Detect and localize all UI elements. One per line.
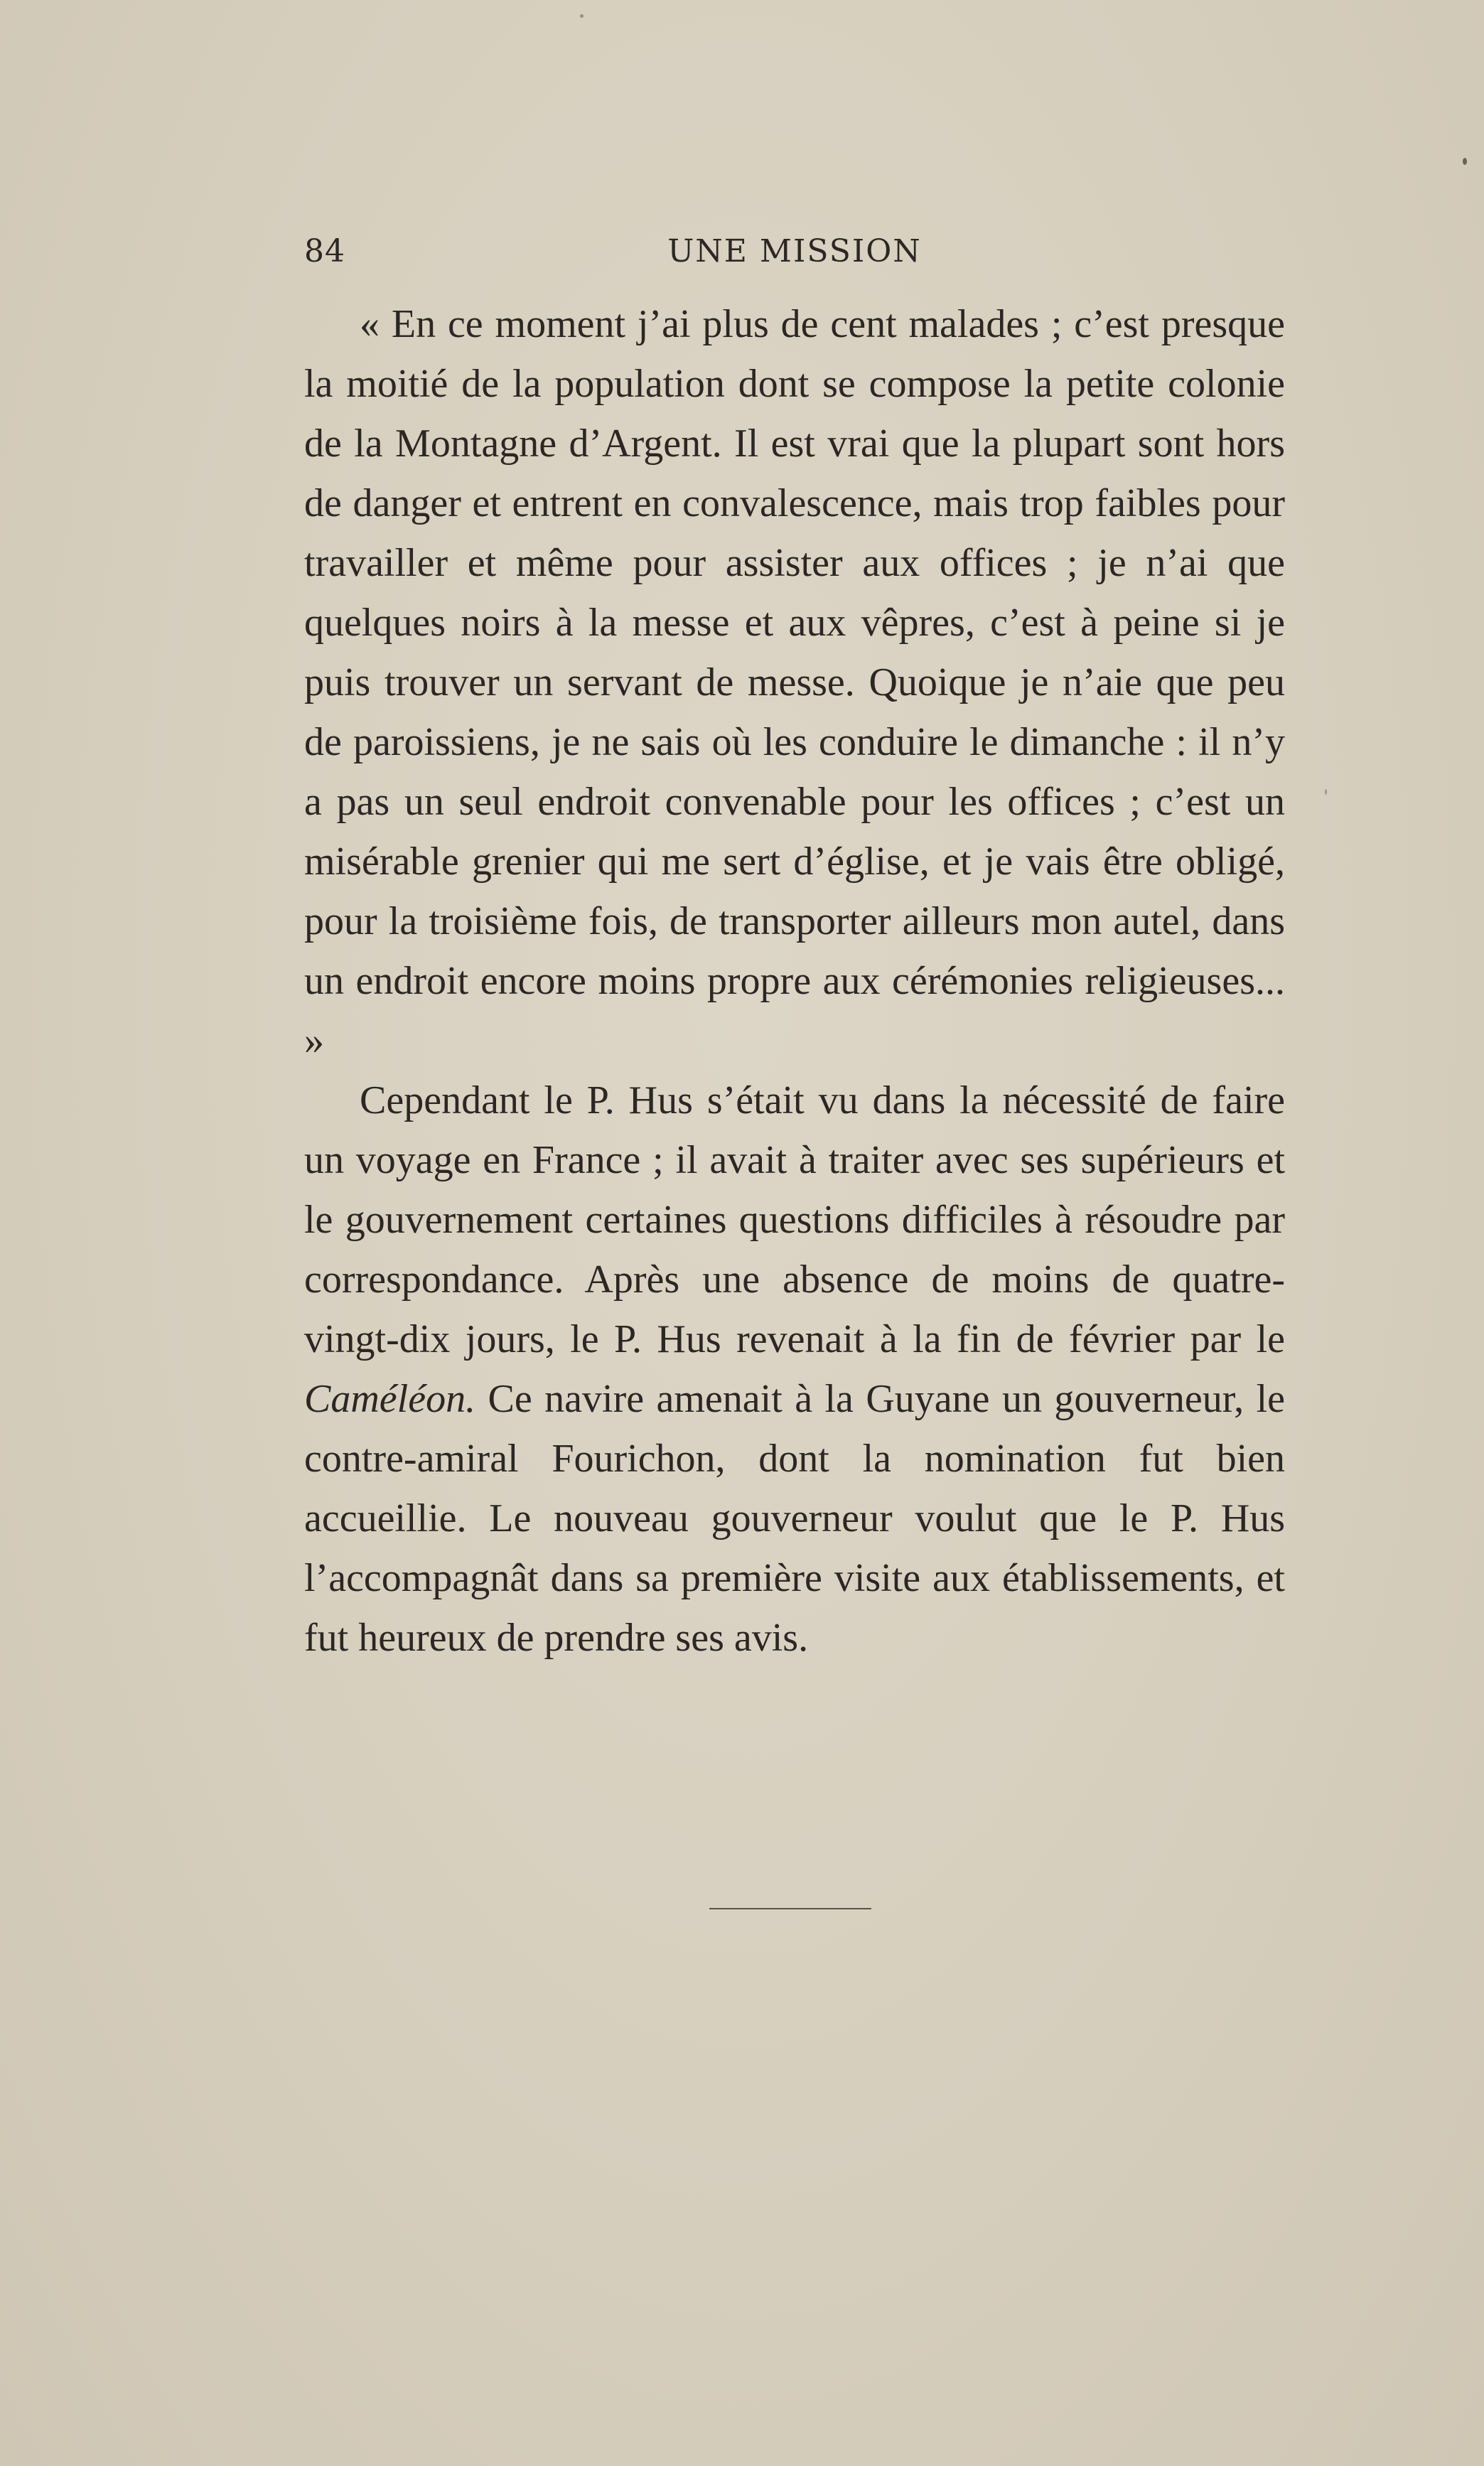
paper-speck [1325,789,1327,795]
paragraph-narrative [304,1071,1285,1668]
ship-name: Caméléon. [304,1377,476,1421]
body-text [304,294,1285,1668]
running-title: UNE MISSION [667,233,922,269]
section-end-rule [709,1908,871,1909]
paragraph-narrative-part-1: Cependant le P. Hus s’était vu dans la nécessité de faire un voyage en France ; il avait à traiter avec ses supérieurs et le gouvernement certaines questions difficiles à résoudre par correspondance. Après une absence de moins de quatre-vingt-dix jours, le P. Hus revenait à la fin de février par le [304,1078,1285,1361]
paper-speck [580,14,584,18]
running-head [304,233,1285,283]
paper-speck [1463,158,1467,165]
paragraph-letter-quote: « En ce moment j’ai plus de cent malades ; c’est presque la moitié de la population dont se compose la petite colonie de la Montagne d’Argent. Il est vrai que la plupart sont hors de danger et entrent en convalescence, mais trop faibles pour travailler et même pour assister aux offices ; je n’ai que quelques noirs à la messe et aux vêpres, c’est à peine si je puis trouver un servant de messe. Quoique je n’aie que peu de paroissiens, je ne sais où les conduire le dimanche : il n’y a pas un seul endroit convenable pour les offices ; c’est un misérable grenier qui me sert d’église, et je vais être obligé, pour la troisième fois, de transporter ailleurs mon autel, dans un endroit encore moins propre aux cérémonies religieuses... » [304,302,1285,1063]
page-number: 84 [304,233,345,269]
paragraph-narrative-part-2: Ce navire amenait à la Guyane un gouverneur, le contre-amiral Fourichon, dont la nomination fut bien accueillie. Le nouveau gouverneur voulut que le P. Hus l’accompagnât dans sa première visite aux établissements, et fut heureux de prendre ses avis. [304,1377,1285,1660]
